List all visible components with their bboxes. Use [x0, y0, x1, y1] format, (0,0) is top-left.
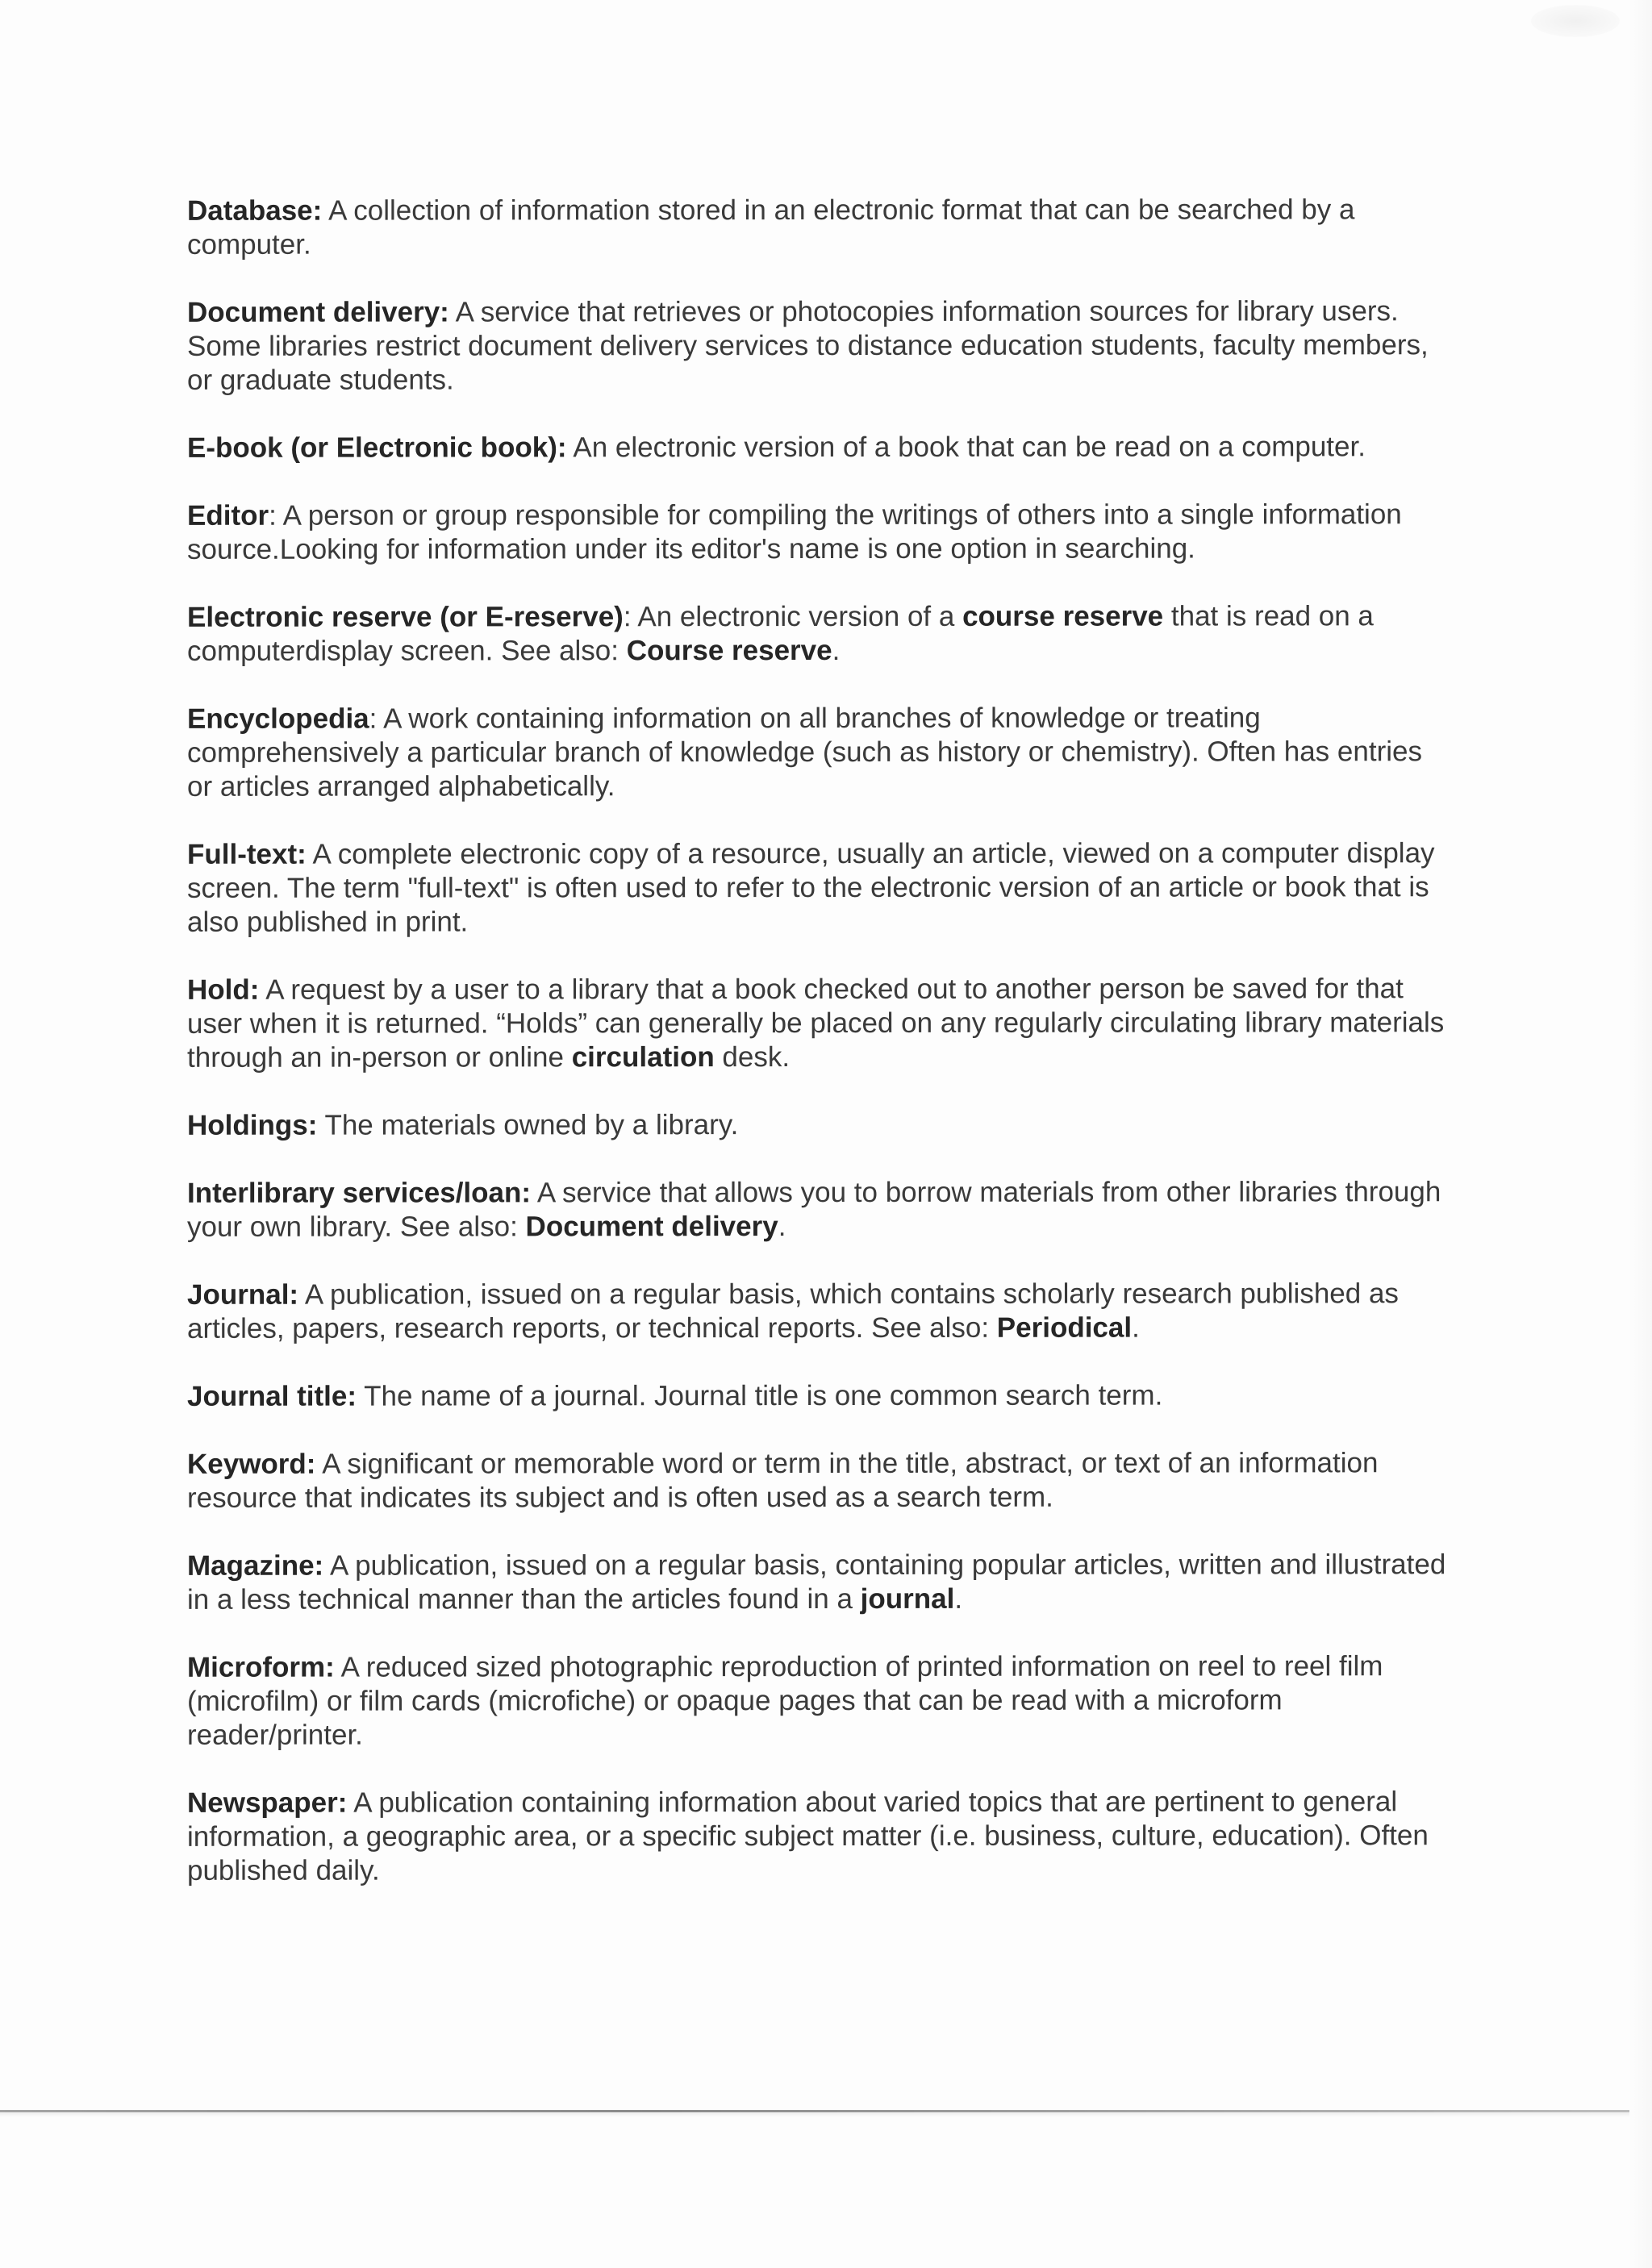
glossary-entry-magazine [187, 1548, 1454, 1617]
glossary-entry-editor [187, 498, 1454, 567]
glossary-definition: A reduced sized photographic reproduction of printed information on reel to reel film (microfilm) or film cards (microfiche) or opaque pages that can be read with a microform reader/printer. [187, 1650, 1383, 1751]
glossary-definition: An electronic version of a book that can be read on a computer. [566, 431, 1366, 464]
glossary-term: Holdings: [187, 1109, 318, 1141]
glossary-entry-journal-title [187, 1378, 1454, 1414]
glossary-definition: A significant or memorable word or term in the title, abstract, or text of an information resource that indicates its subject and is often used as a search term. [187, 1447, 1379, 1514]
glossary-term: Magazine: [187, 1549, 324, 1582]
glossary-entry-document-delivery [187, 294, 1454, 398]
glossary-term: Journal title: [187, 1380, 357, 1412]
cross-reference: course reserve [962, 600, 1164, 632]
glossary-definition: desk. [714, 1041, 791, 1074]
glossary-term: Document delivery: [187, 296, 449, 328]
glossary-entry-newspaper [187, 1785, 1454, 1888]
glossary-entry-holdings [187, 1107, 1454, 1143]
glossary-entry-encyclopedia [187, 701, 1454, 804]
glossary-definition: . [1132, 1311, 1140, 1344]
glossary-entry-hold [187, 972, 1454, 1075]
glossary-term: Journal: [187, 1278, 299, 1311]
glossary-definition: : A work containing information on all branches of knowledge or treating comprehensively a particular branch of knowledge (such as history or chemistry). Often has entries or articles arranged alphabetically. [187, 702, 1422, 803]
glossary-definition: : An electronic version of a [623, 600, 963, 633]
page-edge-shadow [1628, 0, 1652, 2268]
glossary-definition: A publication, issued on a regular basis, containing popular articles, written and illustrated in a less technical manner than the articles found in a [187, 1549, 1446, 1616]
cross-reference: Periodical [996, 1311, 1133, 1344]
glossary-list [187, 194, 1454, 1921]
glossary-term: Editor [187, 499, 269, 532]
glossary-term: Interlibrary services/loan: [187, 1177, 532, 1209]
glossary-entry-database [187, 193, 1454, 262]
glossary-term: Microform: [187, 1651, 335, 1683]
glossary-definition: The materials owned by a library. [317, 1109, 739, 1141]
glossary-entry-interlibrary-loan [187, 1175, 1454, 1244]
glossary-entry-electronic-reserve [187, 599, 1454, 669]
glossary-definition: A complete electronic copy of a resource, usually an article, viewed on a computer display screen. The term "full-text" is often used to refer to the electronic version of an article or book that is also published in print. [187, 837, 1435, 938]
glossary-definition: that is read on a computerdisplay screen. See also: [187, 600, 1374, 667]
glossary-definition: The name of a journal. Journal title is one common search term. [357, 1379, 1163, 1412]
glossary-entry-keyword [187, 1446, 1454, 1515]
glossary-definition: A collection of information stored in an electronic format that can be searched by a computer. [187, 194, 1355, 261]
glossary-definition: . [954, 1582, 963, 1615]
glossary-definition: A service that retrieves or photocopies information sources for library users. Some libraries restrict document delivery services to distance education students, faculty members, or graduate students. [187, 295, 1429, 396]
glossary-term: Hold: [187, 973, 260, 1006]
glossary-term: Electronic reserve (or E-reserve) [187, 601, 624, 633]
glossary-term: Newspaper: [187, 1786, 348, 1819]
page-edge-shadow-bottom [0, 2112, 1629, 2117]
glossary-entry-microform [187, 1649, 1454, 1753]
glossary-term: Encyclopedia [187, 702, 369, 735]
scan-smudge [1531, 5, 1620, 37]
glossary-entry-e-book [187, 430, 1454, 465]
glossary-entry-journal [187, 1277, 1454, 1346]
glossary-definition: : A person or group responsible for compiling the writings of others into a single information source.Looking for information under its editor's name is one option in searching. [187, 498, 1402, 565]
cross-reference: journal [860, 1582, 955, 1615]
glossary-term: Keyword: [187, 1448, 316, 1480]
glossary-definition: A publication containing information about varied topics that are pertinent to general information, a geographic area, or a specific subject matter (i.e. business, culture, education). Often published daily. [187, 1786, 1429, 1887]
glossary-definition: . [778, 1211, 786, 1243]
glossary-entry-full-text [187, 836, 1454, 940]
glossary-term: Database: [187, 194, 323, 227]
cross-reference: Document delivery [525, 1211, 778, 1243]
glossary-definition: A publication, issued on a regular basis, which contains scholarly research published as articles, papers, research reports, or technical reports. See also: [187, 1278, 1399, 1345]
glossary-definition: . [832, 634, 841, 666]
glossary-definition: A request by a user to a library that a book checked out to another person be saved for that user when it is returned. “Holds” can generally be placed on any regularly circulating library materials through an in-person or online [187, 973, 1445, 1074]
glossary-term: Full-text: [187, 838, 307, 870]
cross-reference: circulation [571, 1041, 715, 1074]
cross-reference: Course reserve [626, 634, 832, 667]
glossary-term: E-book (or Electronic book): [187, 432, 567, 464]
glossary-definition: A service that allows you to borrow materials from other libraries through your own library. See also: [187, 1176, 1441, 1243]
